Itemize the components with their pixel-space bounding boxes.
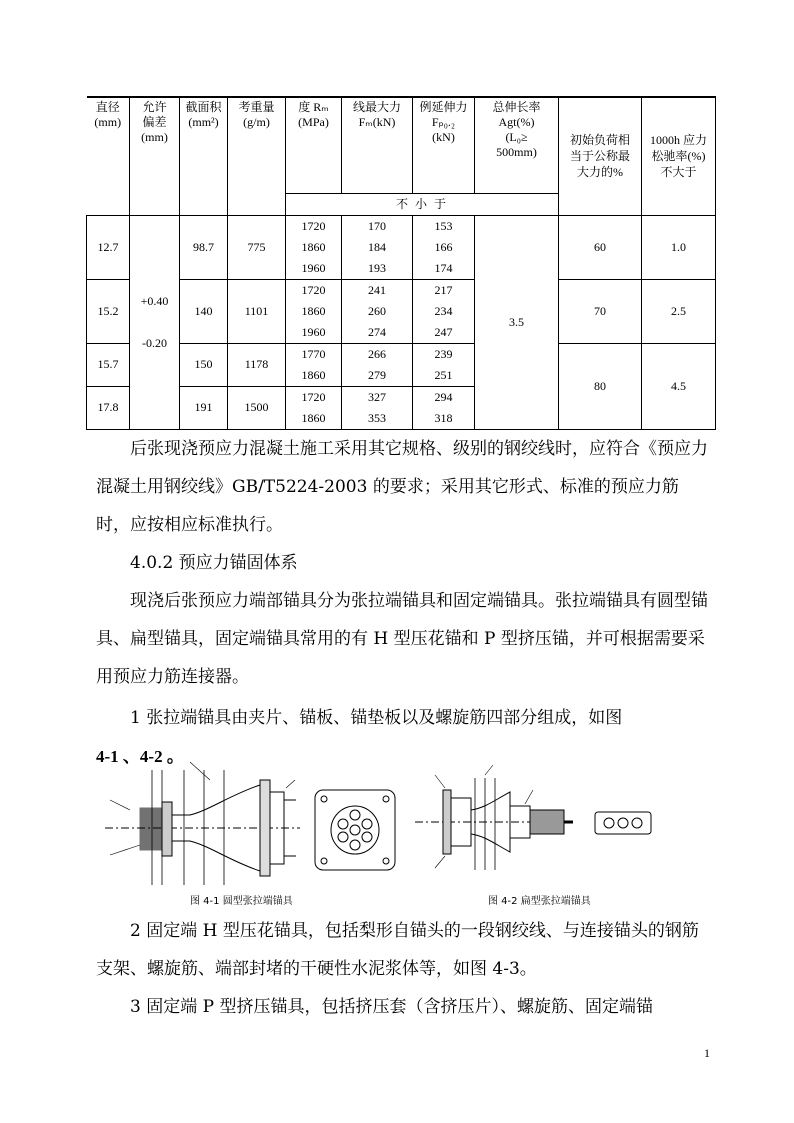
yield-cell: 174 (413, 258, 475, 280)
initial-load-cell: 60 (559, 215, 642, 279)
max-force-cell: 260 (342, 301, 413, 322)
yield-cell: 294 (413, 386, 475, 408)
header-tolerance: 允许 偏差 (mm) (130, 97, 180, 215)
tolerance-cell: +0.40 -0.20 (130, 215, 180, 429)
figure-4-2-caption: 图 4-2 扁型张拉端锚具 (488, 896, 591, 907)
initial-load-cell: 80 (559, 343, 642, 429)
max-force-cell: 193 (342, 258, 413, 280)
header-relaxation: 1000h 应力 松驰率(%) 不大于 (642, 97, 716, 215)
header-strength: 度 Rₘ (MPa) (286, 97, 342, 193)
yield-cell: 318 (413, 408, 475, 430)
max-force-cell: 353 (342, 408, 413, 430)
weight-cell: 775 (228, 215, 286, 279)
flat-anchorage-figure (415, 760, 675, 885)
strength-cell: 1960 (286, 322, 342, 344)
strength-cell: 1860 (286, 408, 342, 430)
paragraph-anchorage-types: 现浇后张预应力端部锚具分为张拉端锚具和固定端锚具。张拉端锚具有圆型锚具、扁型锚具，固定端锚具常用的有 H 型压花锚和 P 型挤压锚，并可根据需要采用预应力筋连接器。 (96, 591, 708, 687)
area-cell: 150 (180, 343, 228, 386)
max-force-cell: 184 (342, 237, 413, 258)
diameter-cell: 12.7 (87, 215, 130, 279)
header-yield: 例延伸力 Fₚ₀.₂ (kN) (413, 97, 475, 193)
relaxation-cell: 4.5 (642, 343, 716, 429)
body-text-lower (96, 912, 712, 1026)
strand-spec-table (86, 96, 716, 430)
paragraph-p-type-anchor: 3 固定端 P 型挤压锚具，包括挤压套（含挤压片）、螺旋筋、固定端锚 (130, 997, 653, 1017)
yield-cell: 251 (413, 365, 475, 387)
yield-cell: 239 (413, 343, 475, 365)
elongation-cell: 3.5 (475, 215, 559, 429)
relaxation-cell: 2.5 (642, 279, 716, 343)
header-weight: 考重量 (g/m) (228, 97, 286, 215)
max-force-cell: 279 (342, 365, 413, 387)
max-force-cell: 241 (342, 279, 413, 301)
diameter-cell: 17.8 (87, 386, 130, 429)
max-force-cell: 274 (342, 322, 413, 344)
strength-cell: 1860 (286, 301, 342, 322)
strength-cell: 1720 (286, 215, 342, 237)
not-less-than-label: 不 小 于 (286, 193, 559, 215)
strength-cell: 1960 (286, 258, 342, 280)
area-cell: 140 (180, 279, 228, 343)
area-cell: 191 (180, 386, 228, 429)
figure-reference: 4-1 、4-2 。 (96, 747, 184, 766)
strength-cell: 1860 (286, 365, 342, 387)
paragraph-h-type-anchor: 2 固定端 H 型压花锚具，包括梨形自锚头的一段钢绞线、与连接锚头的钢筋支架、螺旋筋、端部封堵的干硬性水泥浆体等，如图 4-3。 (96, 921, 699, 979)
strength-cell: 1720 (286, 279, 342, 301)
section-heading-4-0-2: 4.0.2 预应力锚固体系 (130, 553, 298, 573)
header-max-force: 线最大力 Fₘ(kN) (342, 97, 413, 193)
diameter-cell: 15.7 (87, 343, 130, 386)
initial-load-cell: 70 (559, 279, 642, 343)
header-initial-load: 初始负荷相 当于公称最 大力的% (559, 97, 642, 215)
header-elongation: 总伸长率 Agt(%) (L₀≥ 500mm) (475, 97, 559, 193)
round-anchorage-figure (100, 750, 410, 885)
max-force-cell: 266 (342, 343, 413, 365)
header-area: 截面积 (mm²) (180, 97, 228, 215)
page-number: 1 (704, 1046, 710, 1060)
weight-cell: 1178 (228, 343, 286, 386)
strength-cell: 1720 (286, 386, 342, 408)
yield-cell: 153 (413, 215, 475, 237)
diameter-cell: 15.2 (87, 279, 130, 343)
max-force-cell: 170 (342, 215, 413, 237)
weight-cell: 1500 (228, 386, 286, 429)
header-diameter: 直径 (mm) (87, 97, 130, 215)
strength-cell: 1770 (286, 343, 342, 365)
yield-cell: 234 (413, 301, 475, 322)
yield-cell: 217 (413, 279, 475, 301)
body-text-upper (96, 430, 712, 774)
max-force-cell: 327 (342, 386, 413, 408)
paragraph-strand-requirements: 后张现浇预应力混凝土施工采用其它规格、级别的钢绞线时，应符合《预应力混凝土用钢绞线》GB/T5224-2003 的要求；采用其它形式、标准的预应力筋时，应按相应标准执行。 (96, 439, 708, 535)
weight-cell: 1101 (228, 279, 286, 343)
strength-cell: 1860 (286, 237, 342, 258)
relaxation-cell: 1.0 (642, 215, 716, 279)
area-cell: 98.7 (180, 215, 228, 279)
figure-4-1-caption: 图 4-1 圆型张拉端锚具 (190, 896, 293, 907)
paragraph-tension-end-anchor: 1 张拉端锚具由夹片、锚板、锚垫板以及螺旋筋四部分组成，如图 (130, 708, 623, 728)
yield-cell: 247 (413, 322, 475, 344)
yield-cell: 166 (413, 237, 475, 258)
